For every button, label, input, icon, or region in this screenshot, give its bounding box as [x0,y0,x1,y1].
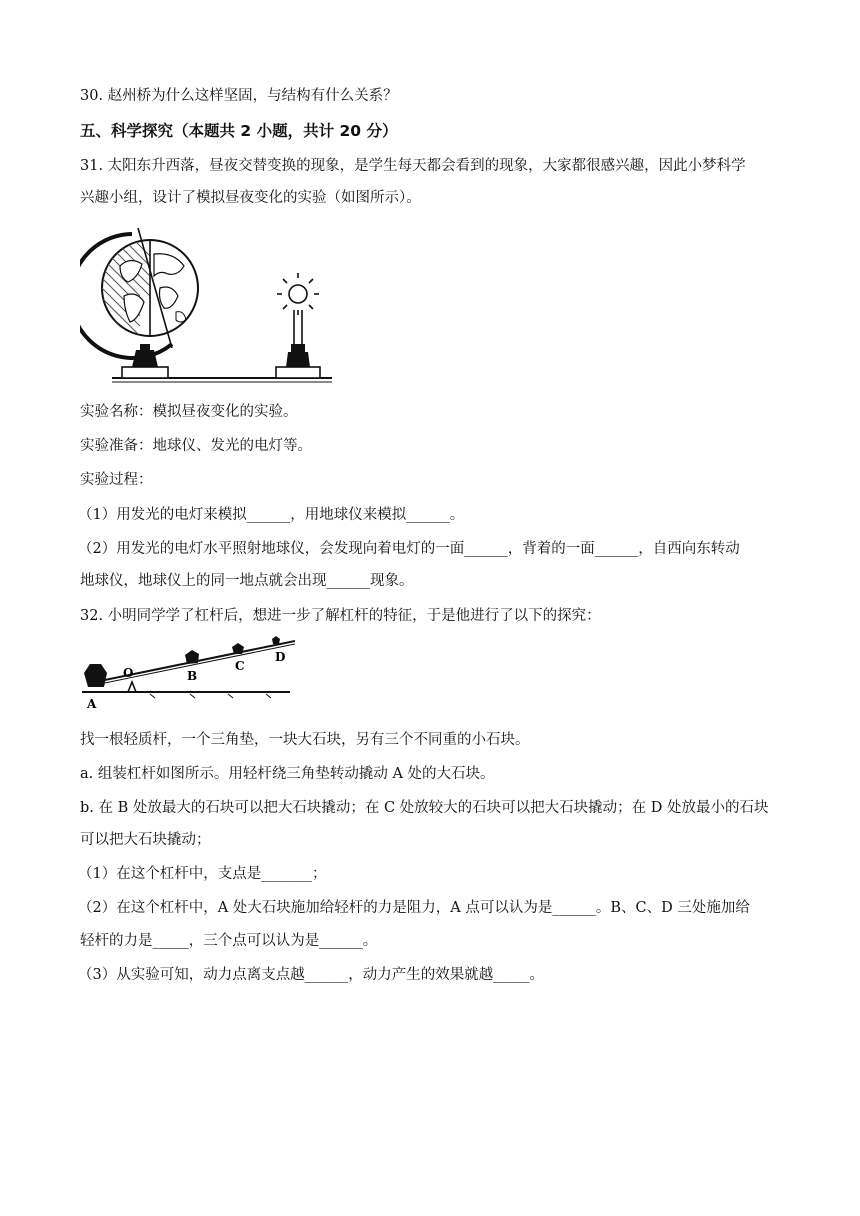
question-31-line-1: 31. 太阳东升西落，昼夜交替变换的现象，是学生每天都会看到的现象，大家都很感兴趣，因此小梦科学 [80,158,746,174]
lever-label-c: C [235,659,245,673]
lever-label-o: O [123,666,134,680]
section-5-heading: 五、科学探究（本题共 2 小题，共计 20 分） [80,122,398,140]
experiment-step-2-line-2: 地球仪，地球仪上的同一地点就会出现______现象。 [80,573,414,589]
experiment-step-2-line-1: （2）用发光的电灯水平照射地球仪，会发现向着电灯的一面______，背着的一面______，自西向东转动 [78,541,740,557]
question-32-step-a: a. 组装杠杆如图所示。用轻杆绕三角垫转动撬动 A 处的大石块。 [80,766,495,782]
experiment-name: 实验名称：模拟昼夜变化的实验。 [80,404,298,420]
question-32-part-2-line-2: 轻杆的力是_____，三个点可以认为是______。 [80,933,378,949]
lever-label-b: B [187,669,198,683]
experiment-step-1: （1）用发光的电灯来模拟______，用地球仪来模拟______。 [78,507,465,523]
globe-lamp-illustration [80,226,335,384]
question-32-intro: 找一根轻质杆，一个三角垫，一块大石块，另有三个不同重的小石块。 [80,732,530,748]
lever-label-a: A [87,697,97,711]
question-32-part-3: （3）从实验可知，动力点离支点越______，动力产生的效果就越_____。 [78,967,544,983]
experiment-preparation: 实验准备：地球仪、发光的电灯等。 [80,438,312,454]
lever-label-d: D [275,650,286,664]
experiment-process-label: 实验过程： [80,472,153,488]
question-32-part-2-line-1: （2）在这个杠杆中，A 处大石块施加给轻杆的力是阻力，A 点可以认为是______。B、C、D 三处施加给 [78,900,750,916]
question-31-line-2: 兴趣小组，设计了模拟昼夜变化的实验（如图所示）。 [80,190,421,206]
question-32-step-b-line-2: 可以把大石块撬动； [80,832,211,848]
question-32-part-1: （1）在这个杠杆中，支点是_______； [78,866,327,882]
question-32: 32. 小明同学学了杠杆后，想进一步了解杠杆的特征，于是他进行了以下的探究： [80,608,601,624]
lever-illustration [80,633,295,711]
question-32-step-b-line-1: b. 在 B 处放最大的石块可以把大石块撬动；在 C 处放较大的石块可以把大石块撬动；在 D 处放最小的石块 [80,800,769,816]
question-30: 30. 赵州桥为什么这样坚固，与结构有什么关系？ [80,88,398,104]
